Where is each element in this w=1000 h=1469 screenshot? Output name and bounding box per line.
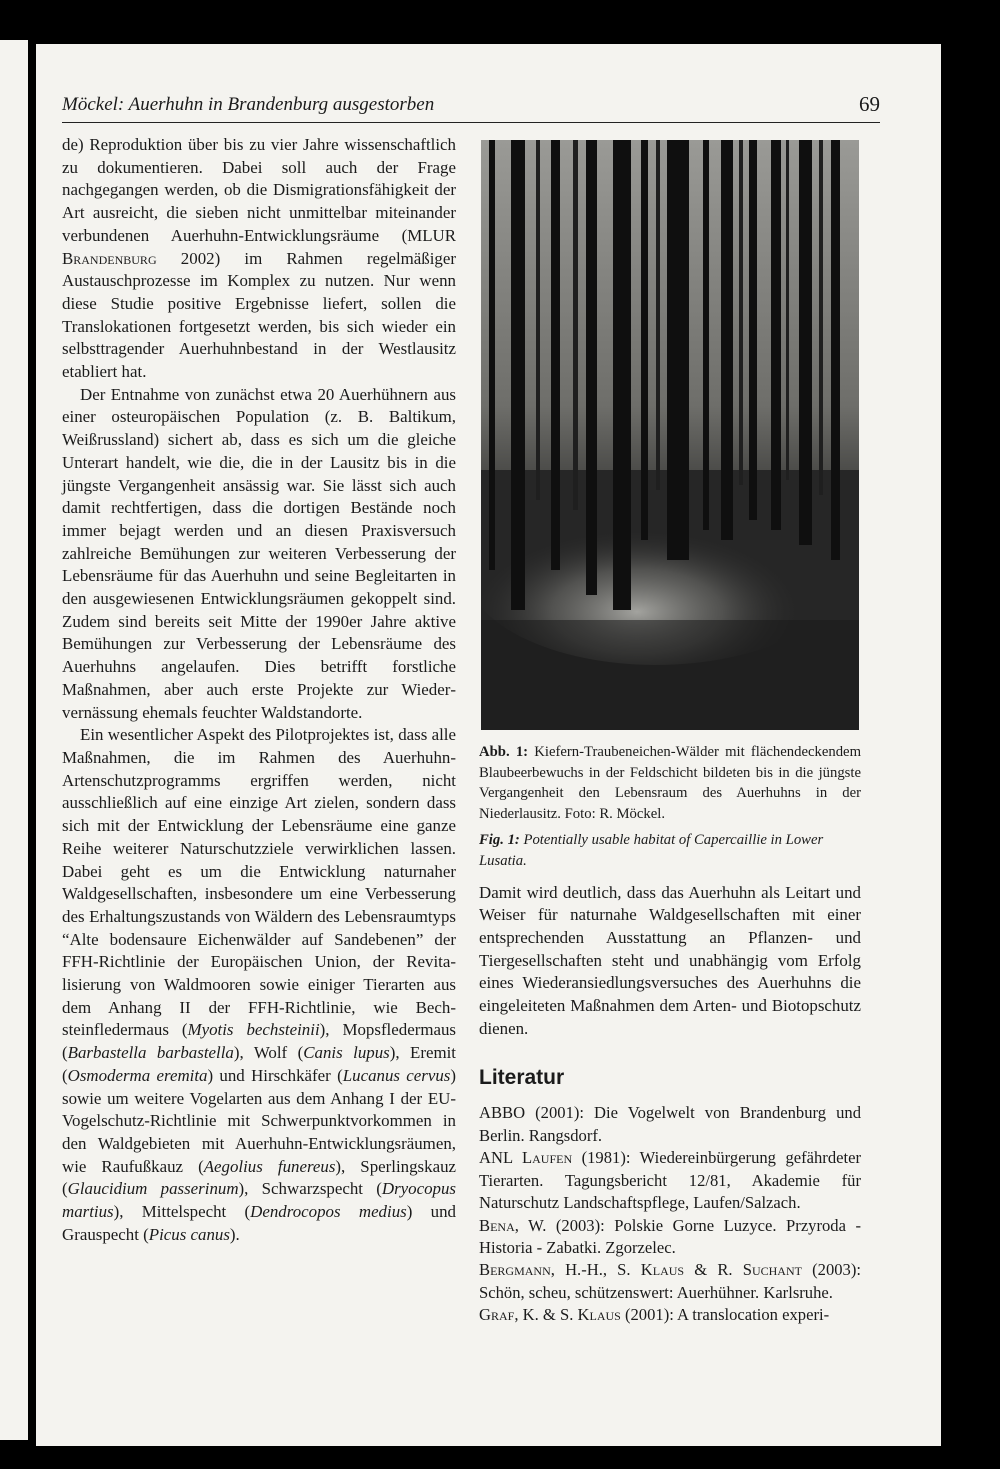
reference-item bbox=[479, 1259, 861, 1304]
ref-text: (2003): Schön, scheu, schützenswert: Auerhühner. Karlsruhe. bbox=[479, 1260, 861, 1302]
ref-author-sc: Klaus bbox=[577, 1305, 621, 1325]
p3-text: ). bbox=[229, 1224, 240, 1244]
species-name: Picus canus bbox=[148, 1224, 230, 1244]
ref-text: , K. & S. bbox=[514, 1305, 578, 1325]
p3-text: Ein wesentlicher Aspekt des Pilotprojektes ist, dass alle Maßnahmen, die im Rahmen des Auerhuhn-Artenschutzprogramms ergriffen werden, nicht ausschließlich auf eine einzige Art zielen, sondern dass sich mit der Entwicklung der Lebensräume eine ganze Reihe weiterer Naturschutzziele verwirklichen lassen. Dabei geht es um die Entwicklung naturnaher Waldgesellschaften, insbesondere um eine Verbesserung des Erhaltungszustands von Wäldern des Lebensraumtyps “Alte bodensaure Eichenwälder auf Sandebenen” der FFH-Richtlinie der Europäischen Union, der Revitalisierung von Waldmooren sowie einiger Tierarten aus dem Anhang II der FFH-Richtlinie, wie Bechsteinfledermaus ( bbox=[62, 725, 456, 1040]
literature-heading: Literatur bbox=[479, 1066, 565, 1090]
previous-page-edge bbox=[0, 40, 28, 1440]
p3-text: ), Schwarzspecht ( bbox=[238, 1179, 382, 1199]
ref-text: , H.-H., S. bbox=[550, 1260, 641, 1280]
paragraph-2: Der Entnahme von zunächst etwa 20 Auerhühnern aus einer osteuropäischen Population (z. B. Baltikum, Weißrussland) sichert ab, dass es sich um die gleiche Unterart handelt, wie die, die in der Lausitz bis in die jüngste Vergangenheit ansässig war. Sie lässt sich auch damit rechtfertigen, dass die dortigen Bestände noch immer bejagt werden und an diesen Praxisversuch zahlreiche Bemühungen zur weiteren Verbesserung der Lebensräume für das Auerhuhn und seine Begleitarten in den ausgewiesenen Entwicklungsräumen gekoppelt sind. Zudem sind bereits seit Mitte der 1990er Jahre aktive Bemühungen zur Verbesserung der Lebensräume des Auerhuhns angelaufen. Dies betrifft forstliche Maßnahmen, aber auch erste Projekte zur Wiedervernässung ehemals feuchter Waldstandorte. bbox=[62, 384, 456, 722]
p1-citation: Brandenburg bbox=[62, 248, 157, 268]
page-number: 69 bbox=[859, 92, 880, 116]
reference-item bbox=[479, 1304, 861, 1326]
p3-text: ), Wolf ( bbox=[233, 1043, 304, 1063]
conclusion-paragraph: Damit wird deutlich, dass das Auerhuhn als Leitart und Weiser für naturnahe Waldgesellschaften mit einer entsprechenden Ausstattung an Pflanzen- und Tiergesellschaften steht und unabhängig vom Erfolg eines Wiederansiedlungsversuches des Auerhuhns die eingeleiteten Maßnahmen dem Arten- und Biotopschutz dienen. bbox=[479, 882, 861, 1038]
p3-text: ) sowie um weitere Vogelarten aus dem Anhang I der EU-Vogelschutz-Richtlinie mit Schwerpunktvorkommen in den Waldgebieten mit Auerhuhn-Entwicklungsräumen, wie Raufußkauz ( bbox=[62, 1065, 456, 1176]
p1-text: de) Reproduktion über bis zu vier Jahre wissenschaftlich zu dokumentieren. Dabei soll auch der Frage nachgegangen werden, ob die Dismigrationsfähigkeit der Art ausreicht, die sieben nicht unmittelbar miteinander verbundenen Auerhuhn-Entwicklungsräume (MLUR bbox=[62, 135, 456, 245]
p3-text: ), Eremit ( bbox=[62, 1043, 457, 1085]
ref-author-sc: Laufen bbox=[521, 1148, 573, 1168]
reference-list bbox=[479, 1102, 861, 1326]
figure-caption-de bbox=[479, 742, 861, 824]
reference-item bbox=[479, 1147, 861, 1214]
figure-label-en: Fig. 1: bbox=[479, 832, 520, 849]
left-column bbox=[62, 134, 456, 1246]
p3-text: ) und Grauspecht ( bbox=[62, 1202, 456, 1244]
species-name: Osmoderma eremita bbox=[67, 1065, 208, 1085]
species-name: Canis lupus bbox=[303, 1043, 390, 1063]
species-name: Myotis bechsteinii bbox=[187, 1020, 320, 1040]
running-title: Möckel: Auerhuhn in Brandenburg ausgestorben bbox=[62, 94, 435, 115]
species-name: Dryocopus martius bbox=[62, 1179, 456, 1222]
ref-text: (2001): A translocation experi- bbox=[620, 1305, 830, 1325]
forest-photo-drawing bbox=[481, 140, 859, 730]
figure-label: Abb. 1: bbox=[479, 744, 529, 760]
ref-author-sc: Suchant bbox=[742, 1260, 802, 1280]
ref-author-sc: Bergmann bbox=[479, 1260, 551, 1280]
species-name: Barbastella barbastella bbox=[67, 1043, 234, 1063]
ref-text: (1981): Wiedereinbürgerung gefährdeter Tierarten. Tagungsbericht 12/81, Akademie für Naturschutz Landschaftspflege, Laufen/Salzach. bbox=[479, 1148, 861, 1213]
p3-text: ), Mopsfledermaus ( bbox=[62, 1020, 456, 1063]
figure-caption-text: Kiefern-Traubeneichen-Wälder mit flächendeckendem Blaubeerbewuchs in der Feldschicht bildeten bis in die jüngste Vergangenheit den Lebensraum des Auerhuhns in der Niederlausitz. Foto: R. Möckel. bbox=[479, 744, 861, 822]
ref-text: & R. bbox=[684, 1260, 743, 1280]
ref-author: ANL bbox=[479, 1148, 522, 1168]
paragraph-1 bbox=[62, 134, 456, 384]
species-name: Lucanus cervus bbox=[342, 1065, 451, 1085]
species-name: Dendrocopos medius bbox=[250, 1202, 407, 1222]
reference-item: ABBO (2001): Die Vogelwelt von Brandenburg und Berlin. Rangsdorf. bbox=[479, 1103, 861, 1145]
journal-page bbox=[36, 44, 941, 1446]
p3-text: ), Mittelspecht ( bbox=[113, 1202, 251, 1222]
p3-text: ), Sperlingskauz ( bbox=[62, 1156, 457, 1199]
species-name: Aegolius funereus bbox=[203, 1156, 336, 1176]
p3-text: ) und Hirschkäfer ( bbox=[207, 1065, 343, 1085]
ref-author-sc: Klaus bbox=[640, 1260, 685, 1280]
right-column bbox=[479, 140, 861, 1327]
ref-author-sc: Graf bbox=[479, 1305, 515, 1325]
ref-text: , W. (2003): Polskie Gorne Luzyce. Przyroda - Historia - Zabatki. Zgorzelec. bbox=[479, 1215, 861, 1257]
reference-item bbox=[479, 1215, 861, 1260]
ref-author-sc: Bena bbox=[479, 1215, 515, 1235]
species-name: Glaucidium passerinum bbox=[67, 1179, 239, 1199]
figure-caption-text-en: Potentially usable habitat of Capercaillie in Lower Lusatia. bbox=[479, 832, 824, 869]
p1-text-end: 2002) im Rahmen regelmäßiger Austauschprozesse im Komplex zu nutzen. Nur wenn diese Studie positive Ergebnisse liefert, sollen die Translokationen fortgesetzt werden, bis sich wieder ein selbsttragender Auerhuhnbestand in der Westlausitz etabliert hat. bbox=[62, 248, 456, 382]
figure-caption-en bbox=[479, 830, 861, 871]
forest-photo bbox=[481, 140, 859, 730]
running-head bbox=[62, 90, 880, 123]
paragraph-3 bbox=[62, 724, 456, 1246]
